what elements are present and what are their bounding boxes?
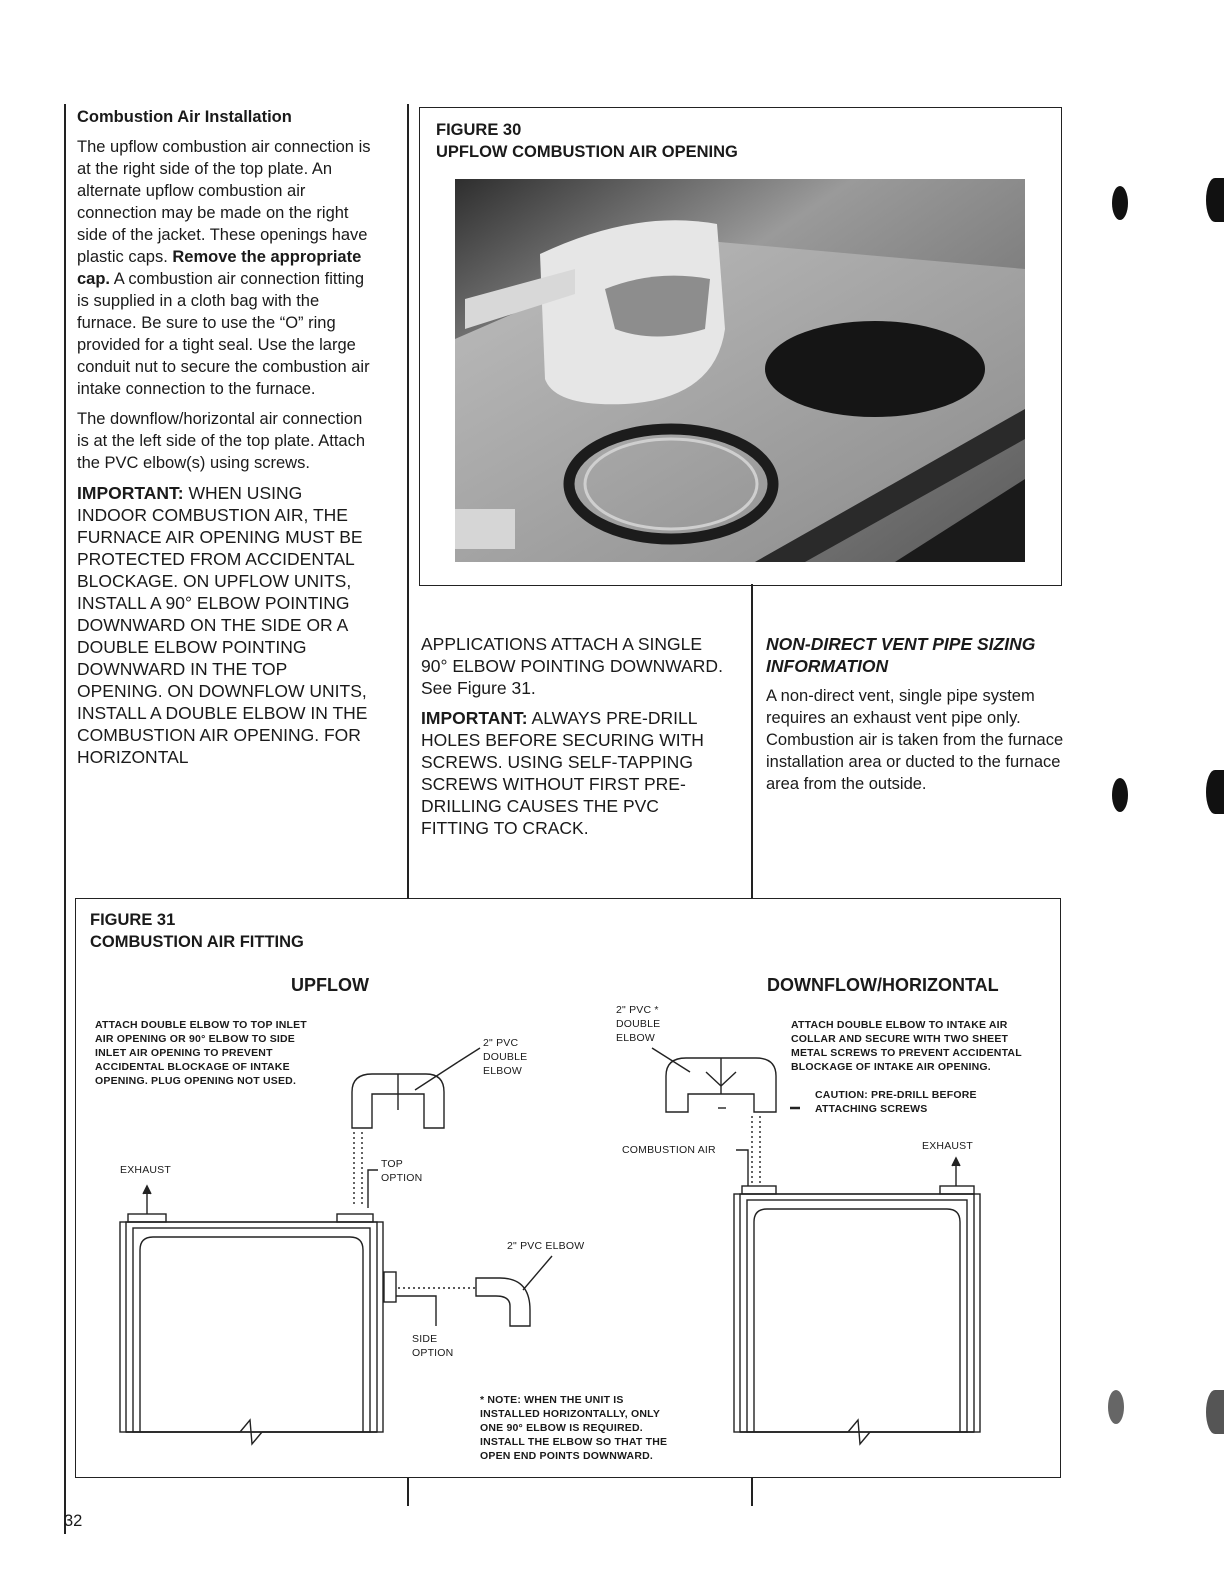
upflow-heading: UPFLOW (291, 975, 369, 995)
binder-hole-mark (1108, 1390, 1124, 1424)
figure-31-title: FIGURE 31 COMBUSTION AIR FITTING (90, 911, 304, 951)
horizontal-footnote: * NOTE: WHEN THE UNIT IS INSTALLED HORIZONTALLY, ONLY ONE 90° ELBOW IS REQUIRED. INSTALL THE ELBOW SO THAT THE OPEN END POINTS DOWNWARD. (480, 1394, 668, 1462)
binder-hole-mark (1112, 778, 1128, 812)
upflow-exhaust-label: EXHAUST (120, 1164, 171, 1176)
upflow-double-elbow-label: 2" PVC DOUBLE ELBOW (483, 1037, 528, 1077)
column-rule-right-bottom (751, 1478, 753, 1506)
binder-hole-edge (1206, 1390, 1224, 1434)
middle-important-paragraph: IMPORTANT: ALWAYS PRE-DRILL HOLES BEFORE SECURING WITH SCREWS. USING SELF-TAPPING SCREWS WITHOUT FIRST PRE-DRILLING CAUSES THE PVC FITTING TO CRACK. (421, 708, 704, 838)
figure-30-title: FIGURE 30 UPFLOW COMBUSTION AIR OPENING (436, 121, 738, 161)
binder-hole-mark (1112, 186, 1128, 220)
non-direct-vent-paragraph: A non-direct vent, single pipe system requires an exhaust vent pipe only. Combustion air is taken from the furnace installation area or ducted to the furnace area from the outside. (766, 687, 1064, 793)
applications-paragraph: APPLICATIONS ATTACH A SINGLE 90° ELBOW POINTING DOWNWARD. See Figure 31. (421, 634, 723, 698)
downflow-note: ATTACH DOUBLE ELBOW TO INTAKE AIR COLLAR AND SECURE WITH TWO SHEET METAL SCREWS TO PREVENT ACCIDENTAL BLOCKAGE OF INTAKE AIR OPENING. (791, 1019, 1022, 1073)
middle-column (421, 633, 726, 847)
caution-note: CAUTION: PRE-DRILL BEFORE ATTACHING SCREWS (815, 1089, 977, 1115)
top-option-label: TOP OPTION (381, 1158, 423, 1184)
upflow-note: ATTACH DOUBLE ELBOW TO TOP INLET AIR OPENING OR 90° ELBOW TO SIDE INLET AIR OPENING TO PREVENT ACCIDENTAL BLOCKAGE OF INTAKE OPENING. PLUG OPENING NOT USED. (95, 1019, 307, 1087)
downflow-paragraph: The downflow/horizontal air connection is at the left side of the top plate. Attach the PVC elbow(s) using screws. (77, 410, 366, 472)
binder-hole-edge (1206, 770, 1224, 814)
binder-hole-edge (1206, 178, 1224, 222)
column-rule-left (64, 104, 66, 1534)
left-column (77, 106, 377, 776)
pvc-elbow-label: 2" PVC ELBOW (507, 1240, 585, 1252)
column-rule-right (751, 584, 753, 899)
downflow-pvc-label: 2" PVC * DOUBLE ELBOW (616, 1004, 661, 1044)
right-column-heading: NON-DIRECT VENT PIPE SIZING INFORMATION (766, 634, 1036, 676)
section-heading: Combustion Air Installation (77, 108, 292, 126)
page-number: 32 (64, 1512, 83, 1530)
combustion-air-label: COMBUSTION AIR (622, 1144, 716, 1156)
column-rule-middle-bottom (407, 1478, 409, 1506)
column-rule-middle (407, 104, 409, 899)
upflow-paragraph: The upflow combustion air connection is at the right side of the top plate. An alternate upflow combustion air connection may be made on the right side of the jacket. These openings have plastic caps. Remove the appropriate cap. A combustion air connection fitting is supplied in a cloth bag with the furnace. Be sure to use the “O” ring provided for a tight seal. Use the large conduit nut to secure the combustion air intake connection to the furnace. (77, 138, 371, 398)
side-option-label: SIDE OPTION (412, 1333, 454, 1359)
figure-30-photo (455, 179, 1025, 562)
downflow-exhaust-label: EXHAUST (922, 1140, 973, 1152)
important-paragraph: IMPORTANT: WHEN USING INDOOR COMBUSTION AIR, THE FURNACE AIR OPENING MUST BE PROTECTED FROM ACCIDENTAL BLOCKAGE. ON UPFLOW UNITS, INSTALL A 90° ELBOW POINTING DOWNWARD ON THE SIDE OR A DOUBLE ELBOW POINTING DOWNWARD IN THE TOP OPENING. ON DOWNFLOW UNITS, INSTALL A DOUBLE ELBOW IN THE COMBUSTION AIR OPENING. FOR HORIZONTAL (77, 483, 368, 767)
downflow-heading: DOWNFLOW/HORIZONTAL (767, 975, 999, 995)
furnace-top-plate-photo (455, 179, 1025, 562)
right-column (766, 633, 1066, 803)
